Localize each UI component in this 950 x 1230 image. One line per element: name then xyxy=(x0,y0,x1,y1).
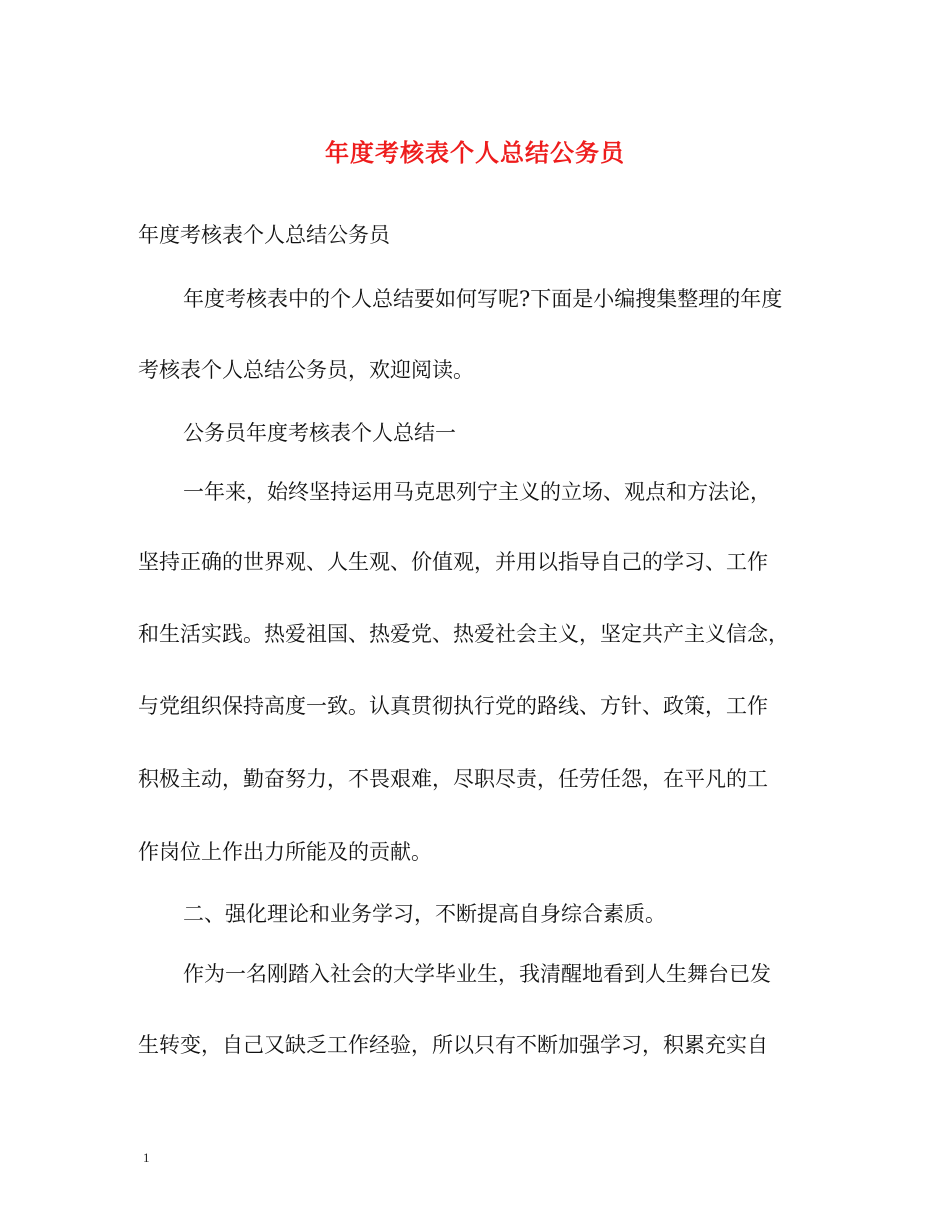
text-line: 一年来，始终坚持运用马克思列宁主义的立场、观点和方法论， xyxy=(183,480,771,504)
text-line: 积极主动，勤奋努力，不畏艰难，尽职尽责，任劳任怨，在平凡的工 xyxy=(138,767,768,791)
text-line: 作岗位上作出力所能及的贡献。 xyxy=(138,840,432,864)
document-title: 年度考核表个人总结公务员 xyxy=(325,138,625,167)
text-line: 作为一名刚踏入社会的大学毕业生，我清醒地看到人生舞台已发 xyxy=(183,962,771,986)
text-line: 考核表个人总结公务员，欢迎阅读。 xyxy=(138,358,474,382)
section-heading: 公务员年度考核表个人总结一 xyxy=(183,421,456,445)
subtitle-line: 年度考核表个人总结公务员 xyxy=(138,223,390,247)
text-line: 和生活实践。热爱祖国、热爱党、热爱社会主义，坚定共产主义信念， xyxy=(138,622,789,646)
page-number: 1 xyxy=(143,1150,150,1165)
text-line: 与党组织保持高度一致。认真贯彻执行党的路线、方针、政策，工作 xyxy=(138,694,768,718)
section-heading: 二、强化理论和业务学习，不断提高自身综合素质。 xyxy=(183,902,666,926)
text-line: 生转变，自己又缺乏工作经验，所以只有不断加强学习，积累充实自 xyxy=(138,1033,768,1057)
text-line: 坚持正确的世界观、人生观、价值观，并用以指导自己的学习、工作 xyxy=(138,550,768,574)
text-line: 年度考核表中的个人总结要如何写呢?下面是小编搜集整理的年度 xyxy=(183,287,783,311)
